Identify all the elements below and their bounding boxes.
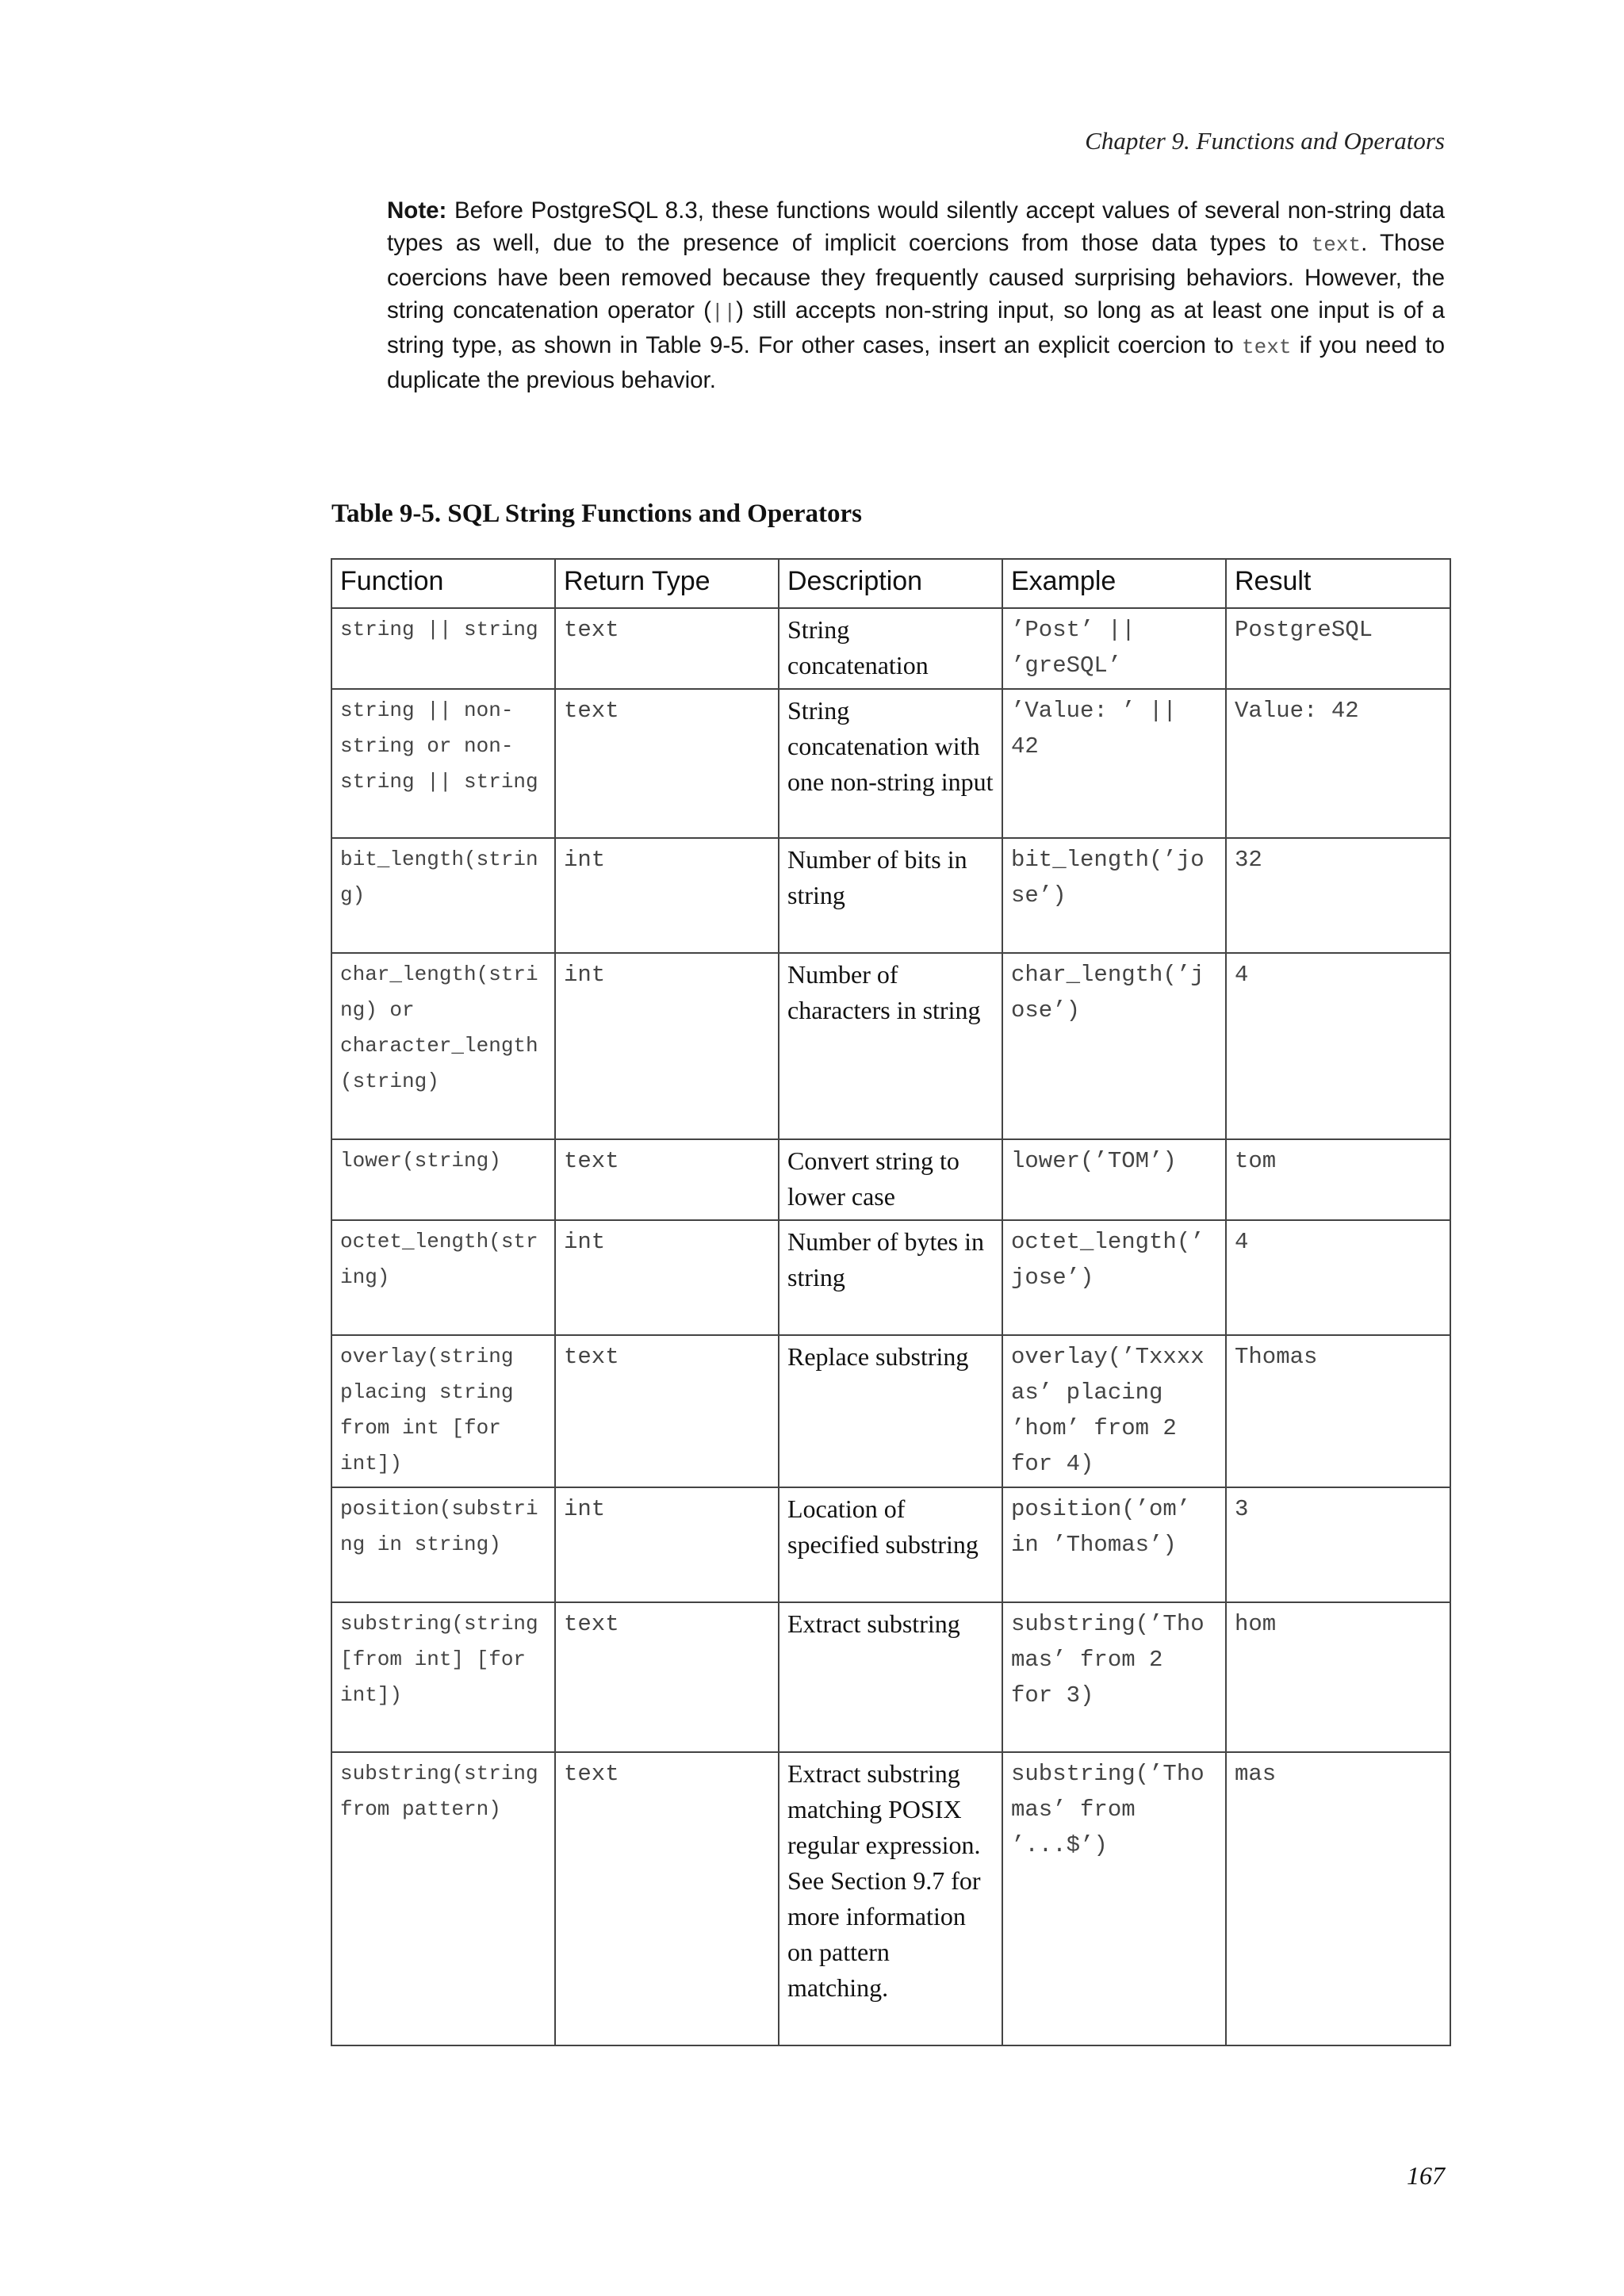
- header-return-type: Return Type: [555, 559, 779, 608]
- note-text-1: Before PostgreSQL 8.3, these functions would silently accept values of several non-string data types as well, due to the presence of implicit coercions from those data types to: [387, 197, 1445, 256]
- header-example: Example: [1002, 559, 1226, 608]
- cell-result: 4: [1226, 953, 1450, 1139]
- header-result: Result: [1226, 559, 1450, 608]
- cell-return-type: int: [555, 953, 779, 1139]
- cell-example: ’Post’ || ’greSQL’: [1002, 608, 1226, 689]
- table-caption: Table 9-5. SQL String Functions and Operators: [331, 499, 862, 528]
- cell-example: lower(’TOM’): [1002, 1139, 1226, 1220]
- cell-result: 32: [1226, 838, 1450, 953]
- cell-result: hom: [1226, 1602, 1450, 1752]
- cell-description: Convert string to lower case: [779, 1139, 1002, 1220]
- cell-description: Number of characters in string: [779, 953, 1002, 1139]
- cell-return-type: int: [555, 1487, 779, 1602]
- table-row: [331, 838, 1450, 953]
- cell-function: overlay(string placing string from int [for int]): [331, 1335, 555, 1487]
- cell-example: position(’om’ in ’Thomas’): [1002, 1487, 1226, 1602]
- table-row: [331, 1139, 1450, 1220]
- cell-example: bit_length(’jose’): [1002, 838, 1226, 953]
- table-row: [331, 689, 1450, 838]
- cell-function: octet_length(string): [331, 1220, 555, 1335]
- cell-example: octet_length(’jose’): [1002, 1220, 1226, 1335]
- note-text-4: if you need to duplicate the previous behavior.: [387, 332, 1445, 393]
- note-label: Note:: [387, 197, 447, 224]
- cell-description: Location of specified substring: [779, 1487, 1002, 1602]
- cell-example: substring(’Thomas’ from ’...$’): [1002, 1752, 1226, 2045]
- cell-function: lower(string): [331, 1139, 555, 1220]
- cell-example: substring(’Thomas’ from 2 for 3): [1002, 1602, 1226, 1752]
- page-number: 167: [1407, 2161, 1445, 2190]
- cell-description: Number of bytes in string: [779, 1220, 1002, 1335]
- cell-description: Number of bits in string: [779, 838, 1002, 953]
- cell-description: Extract substring: [779, 1602, 1002, 1752]
- cell-function: position(substring in string): [331, 1487, 555, 1602]
- cell-example: overlay(’Txxxxas’ placing ’hom’ from 2 for 4): [1002, 1335, 1226, 1487]
- note-text-2: . Those coercions have been removed because they frequently caused surprising behaviors. However, the string concatenation operator (: [387, 230, 1446, 323]
- header-function: Function: [331, 559, 555, 608]
- string-functions-table: [331, 558, 1451, 2046]
- cell-return-type: text: [555, 1602, 779, 1752]
- cell-description: Replace substring: [779, 1335, 1002, 1487]
- header-description: Description: [779, 559, 1002, 608]
- cell-result: Value: 42: [1226, 689, 1450, 838]
- table-row: [331, 608, 1450, 689]
- cell-function: bit_length(string): [331, 838, 555, 953]
- note-code-text-1: text: [1311, 233, 1362, 257]
- note-code-concat: ||: [710, 300, 737, 324]
- cell-example: ’Value: ’ || 42: [1002, 689, 1226, 838]
- cell-result: PostgreSQL: [1226, 608, 1450, 689]
- cell-function: substring(string from pattern): [331, 1752, 555, 2045]
- cell-function: string || string: [331, 608, 555, 689]
- cell-description: Extract substring matching POSIX regular expression. See Section 9.7 for more information on pattern matching.: [779, 1752, 1002, 2045]
- note-text-3: ) still accepts non-string input, so long as at least one input is of a string type, as shown in Table 9-5. For other cases, insert an explicit coercion to: [387, 297, 1446, 358]
- table-row: [331, 1752, 1450, 2045]
- cell-return-type: text: [555, 1139, 779, 1220]
- cell-function: substring(string [from int] [for int]): [331, 1602, 555, 1752]
- cell-result: mas: [1226, 1752, 1450, 2045]
- cell-result: 4: [1226, 1220, 1450, 1335]
- cell-description: String concatenation: [779, 608, 1002, 689]
- cell-return-type: text: [555, 1752, 779, 2045]
- cell-return-type: text: [555, 689, 779, 838]
- table-header-row: [331, 559, 1450, 608]
- note-code-text-2: text: [1242, 335, 1292, 359]
- note-paragraph: [387, 194, 1445, 396]
- cell-return-type: int: [555, 1220, 779, 1335]
- cell-function: char_length(string) or character_length(string): [331, 953, 555, 1139]
- cell-result: Thomas: [1226, 1335, 1450, 1487]
- cell-return-type: int: [555, 838, 779, 953]
- cell-example: char_length(’jose’): [1002, 953, 1226, 1139]
- cell-result: 3: [1226, 1487, 1450, 1602]
- table-row: [331, 1602, 1450, 1752]
- table-row: [331, 1487, 1450, 1602]
- cell-function: string || non-string or non-string || string: [331, 689, 555, 838]
- table-row: [331, 1335, 1450, 1487]
- cell-result: tom: [1226, 1139, 1450, 1220]
- table-row: [331, 953, 1450, 1139]
- table-row: [331, 1220, 1450, 1335]
- running-header: Chapter 9. Functions and Operators: [1085, 127, 1445, 155]
- cell-description: String concatenation with one non-string input: [779, 689, 1002, 838]
- cell-return-type: text: [555, 608, 779, 689]
- cell-return-type: text: [555, 1335, 779, 1487]
